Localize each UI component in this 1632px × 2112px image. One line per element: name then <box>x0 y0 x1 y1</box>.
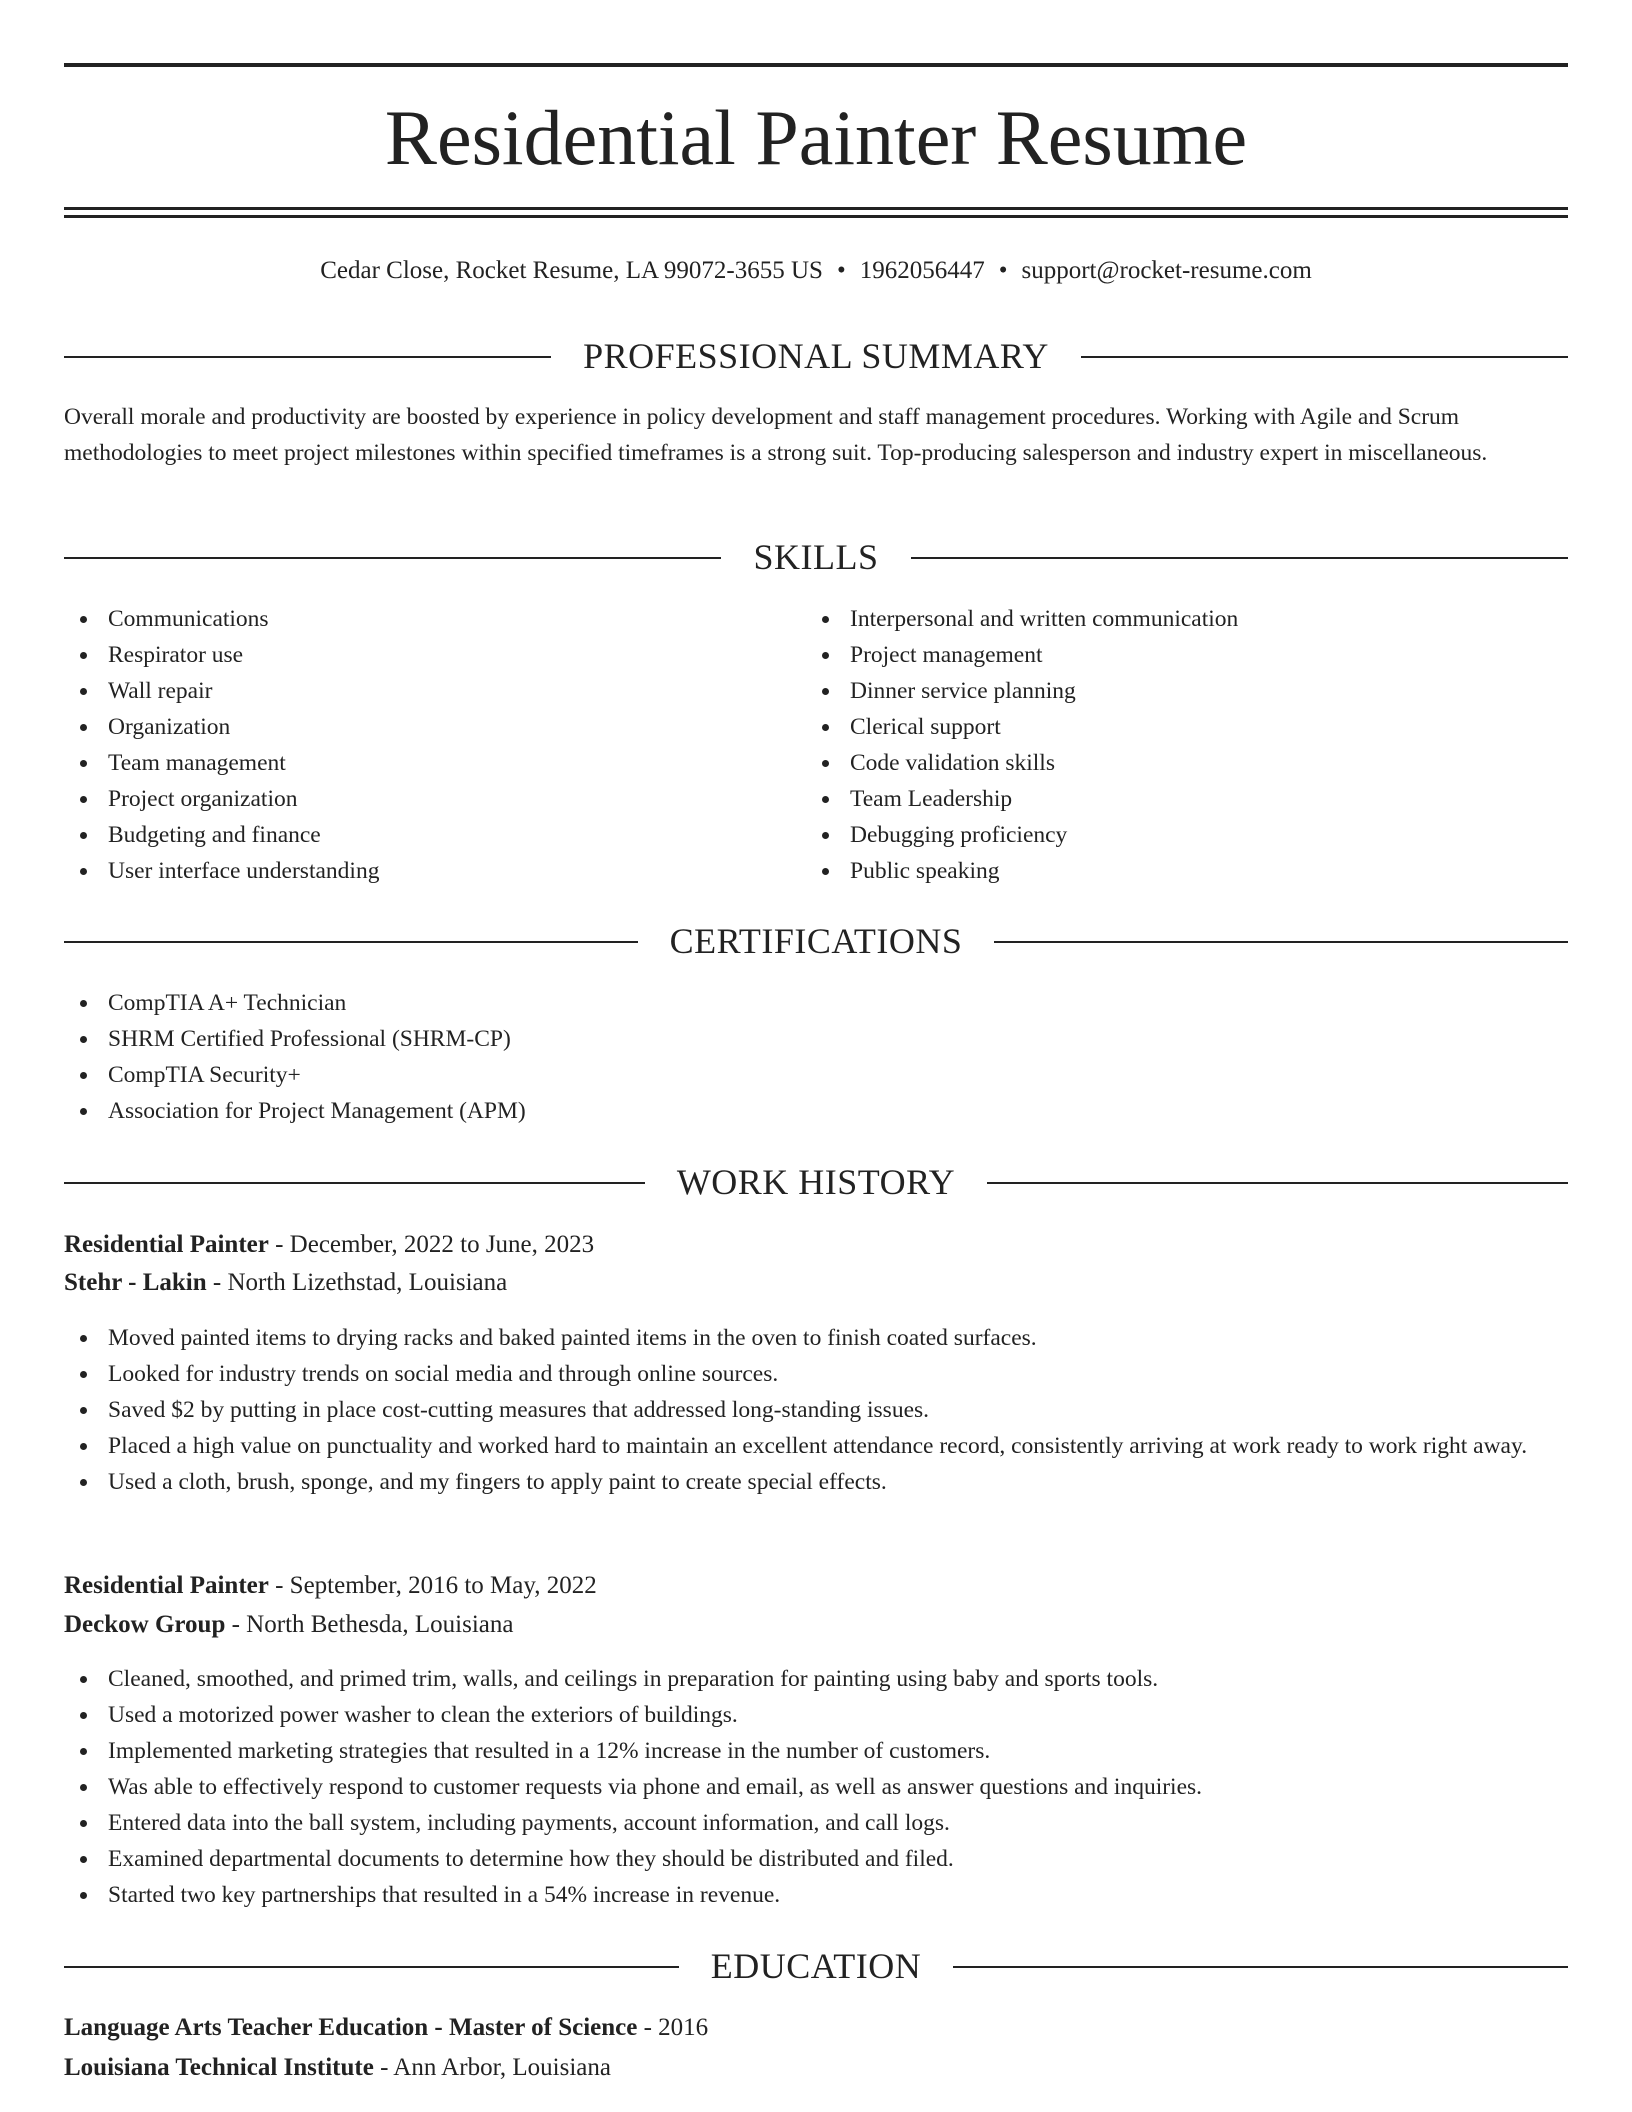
job-dates: - December, 2022 to June, 2023 <box>268 1231 595 1258</box>
job-location: - North Lizethstad, Louisiana <box>206 1269 508 1296</box>
title-rule-upper <box>64 207 1568 210</box>
job-bullet: Was able to effectively respond to customer requests via phone and email, as well as answer questions and inquiries. <box>64 1769 1568 1805</box>
job-bullet: Used a motorized power washer to clean the exteriors of buildings. <box>64 1697 1568 1733</box>
job-company: Stehr - Lakin <box>64 1269 207 1296</box>
section-header-summary <box>64 330 1568 380</box>
skill-item: User interface understanding <box>64 853 804 889</box>
section-title: SKILLS <box>721 537 910 577</box>
job-bullets <box>64 1320 1568 1500</box>
job-bullet: Examined departmental documents to determine how they should be distributed and filed. <box>64 1841 1568 1877</box>
skill-item: Wall repair <box>64 673 804 709</box>
education-school-line <box>64 2050 1568 2086</box>
job-company-line <box>64 1607 1568 1643</box>
skill-item: Clerical support <box>806 709 1568 745</box>
skill-item: Budgeting and finance <box>64 817 804 853</box>
section-title: PROFESSIONAL SUMMARY <box>551 336 1081 376</box>
section-title: CERTIFICATIONS <box>638 921 995 961</box>
education-school: Louisiana Technical Institute <box>64 2054 374 2081</box>
job-bullet: Implemented marketing strategies that resulted in a 12% increase in the number of customers. <box>64 1733 1568 1769</box>
skills-list-right <box>806 601 1568 889</box>
education-location: - Ann Arbor, Louisiana <box>373 2054 611 2081</box>
skill-item: Organization <box>64 709 804 745</box>
job-bullet: Started two key partnerships that resulted in a 54% increase in revenue. <box>64 1877 1568 1913</box>
top-rule <box>64 63 1568 67</box>
title-rule-lower <box>64 215 1568 218</box>
contact-line <box>64 254 1568 288</box>
skill-item: Debugging proficiency <box>806 817 1568 853</box>
job-dates: - September, 2016 to May, 2022 <box>268 1572 597 1599</box>
job-title-line <box>64 1227 1568 1263</box>
skill-item: Team management <box>64 745 804 781</box>
page-title: Residential Painter Resume <box>384 94 1248 181</box>
section-header-work-history <box>64 1156 1568 1206</box>
section-header-certifications <box>64 915 1568 965</box>
job-bullet: Used a cloth, brush, sponge, and my fingers to apply paint to create special effects. <box>64 1464 1568 1500</box>
skills-list-left <box>64 601 804 889</box>
certification-item: CompTIA Security+ <box>64 1057 1568 1093</box>
certification-item: CompTIA A+ Technician <box>64 985 1568 1021</box>
summary-text: Overall morale and productivity are boosted by experience in policy development and staff management procedures. Working with Agile and Scrum methodologies to meet project milestones within specified timeframes is a strong suit. Top-producing salesperson and industry expert in miscellaneous. <box>64 404 1488 466</box>
education-degree-line <box>64 2010 1568 2046</box>
job-bullet: Placed a high value on punctuality and worked hard to maintain an excellent attendance record, consistently arriving at work ready to work right away. <box>64 1428 1568 1464</box>
contact-email: support@rocket-resume.com <box>1021 257 1312 284</box>
job-company-line <box>64 1265 1568 1301</box>
section-title: EDUCATION <box>679 1946 953 1986</box>
job-title: Residential Painter <box>64 1572 269 1599</box>
certification-item: SHRM Certified Professional (SHRM-CP) <box>64 1021 1568 1057</box>
job-title-line <box>64 1568 1568 1604</box>
contact-address: Cedar Close, Rocket Resume, LA 99072-3655 US <box>320 257 823 284</box>
skill-item: Project management <box>806 637 1568 673</box>
job-bullet: Moved painted items to drying racks and baked painted items in the oven to finish coated surfaces. <box>64 1320 1568 1356</box>
skill-item: Communications <box>64 601 804 637</box>
certifications-list <box>64 985 1568 1129</box>
section-header-education <box>64 1940 1568 1990</box>
skill-item: Team Leadership <box>806 781 1568 817</box>
job-bullet: Saved $2 by putting in place cost-cutting measures that addressed long-standing issues. <box>64 1392 1568 1428</box>
job-bullet: Looked for industry trends on social media and through online sources. <box>64 1356 1568 1392</box>
job-bullet: Cleaned, smoothed, and primed trim, walls, and ceilings in preparation for painting using baby and sports tools. <box>64 1661 1568 1697</box>
contact-separator: • <box>998 257 1008 284</box>
skill-item: Code validation skills <box>806 745 1568 781</box>
job-location: - North Bethesda, Louisiana <box>225 1611 514 1638</box>
skill-item: Interpersonal and written communication <box>806 601 1568 637</box>
certification-item: Association for Project Management (APM) <box>64 1093 1568 1129</box>
section-title: WORK HISTORY <box>645 1162 987 1202</box>
job-bullet: Entered data into the ball system, including payments, account information, and call logs. <box>64 1805 1568 1841</box>
contact-separator: • <box>836 257 846 284</box>
job-title: Residential Painter <box>64 1231 269 1258</box>
contact-phone: 1962056447 <box>859 257 985 284</box>
skill-item: Dinner service planning <box>806 673 1568 709</box>
skill-item: Respirator use <box>64 637 804 673</box>
education-year: - 2016 <box>637 2014 709 2041</box>
skill-item: Project organization <box>64 781 804 817</box>
skill-item: Public speaking <box>806 853 1568 889</box>
education-degree: Language Arts Teacher Education - Master of Science <box>64 2014 638 2041</box>
job-bullets <box>64 1661 1568 1913</box>
job-company: Deckow Group <box>64 1611 226 1638</box>
section-header-skills <box>64 531 1568 581</box>
